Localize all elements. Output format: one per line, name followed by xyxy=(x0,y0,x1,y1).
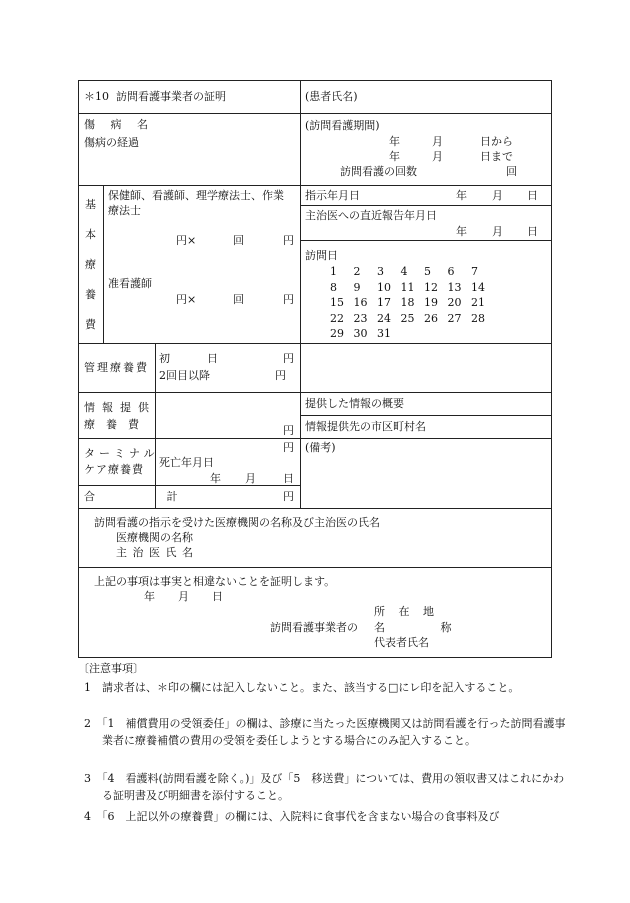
visit-day: 6 xyxy=(447,265,455,278)
basic-fee-label-2: 本 xyxy=(85,228,96,241)
assoc-nurse-yen-x: 円× xyxy=(176,293,197,306)
basic-fee-label-4: 養 xyxy=(85,288,96,301)
report-year: 年 xyxy=(456,225,467,238)
divider xyxy=(300,80,301,508)
visit-day: 8 xyxy=(330,280,337,294)
divider xyxy=(103,185,104,343)
management-second-yen: 円 xyxy=(275,369,286,382)
instruction-date-label: 指示年月日 xyxy=(305,189,360,202)
death-month: 月 xyxy=(245,472,256,485)
info-summary-label: 提供した情報の概要 xyxy=(305,397,404,410)
divider xyxy=(78,508,552,509)
visit-day: 7 xyxy=(471,265,478,278)
divider xyxy=(78,185,552,186)
disease-course-label: 傷病の経過 xyxy=(84,136,139,149)
death-date-label: 死亡年月日 xyxy=(159,456,214,469)
visit-day: 22 xyxy=(330,311,344,325)
divider xyxy=(78,485,300,486)
divider xyxy=(300,438,552,439)
assoc-nurse-kai: 回 xyxy=(233,293,244,306)
visit-day: 12 xyxy=(424,280,438,294)
nurse-kai: 回 xyxy=(233,234,244,247)
instruction-year: 年 xyxy=(456,189,467,202)
basic-fee-label-5: 費 xyxy=(85,318,96,331)
divider xyxy=(300,205,552,206)
certify-statement: 上記の事項は事実と相違ないことを証明します。 xyxy=(94,575,336,588)
terminal-fee-yen: 円 xyxy=(283,441,294,454)
visit-day: 13 xyxy=(447,280,462,294)
remarks-label: (備考) xyxy=(305,441,336,454)
info-fee-label-1: 情報提供 xyxy=(84,401,156,414)
visit-day: 25 xyxy=(400,311,415,325)
info-fee-yen: 円 xyxy=(283,424,294,437)
total-label: 合 計 xyxy=(84,490,212,503)
management-first-label: 初 xyxy=(159,352,170,365)
patient-name-label: (患者氏名) xyxy=(305,90,358,103)
death-day: 日 xyxy=(283,472,294,485)
management-second-label: 2回目以降 xyxy=(159,369,210,382)
divider xyxy=(78,438,300,439)
terminal-fee-label-1: ターミナル xyxy=(84,447,159,460)
instruction-month: 月 xyxy=(492,189,503,202)
visit-day: 23 xyxy=(353,311,368,325)
report-day: 日 xyxy=(527,225,538,238)
form-frame xyxy=(78,80,552,658)
visit-day: 17 xyxy=(377,296,391,309)
basic-fee-label-1: 基 xyxy=(85,198,96,211)
divider xyxy=(300,392,552,393)
divider xyxy=(155,343,156,508)
period-month-to: 月 xyxy=(432,150,443,163)
certify-month: 月 xyxy=(178,590,189,603)
report-date-label: 主治医への直近報告年月日 xyxy=(305,209,437,222)
visit-day: 9 xyxy=(353,280,361,294)
visit-day: 31 xyxy=(377,327,391,340)
period-year-from: 年 xyxy=(389,135,400,148)
info-fee-label-2: 療養費 xyxy=(84,418,150,431)
item-title: 訪問看護事業者の証明 xyxy=(116,90,226,103)
visit-day: 24 xyxy=(377,311,391,325)
terminal-fee-label-2: ケア療養費 xyxy=(84,463,144,476)
visit-day: 30 xyxy=(353,327,368,340)
divider xyxy=(300,415,552,416)
certify-year: 年 xyxy=(144,590,155,603)
visit-day: 11 xyxy=(400,280,415,294)
death-year: 年 xyxy=(210,472,221,485)
certify-day: 日 xyxy=(212,590,223,603)
visits-label: 訪問看護の回数 xyxy=(340,165,417,178)
assoc-nurse-label: 准看護師 xyxy=(108,277,152,290)
visit-day: 15 xyxy=(330,296,344,309)
total-yen: 円 xyxy=(283,490,294,503)
visit-day: 21 xyxy=(471,296,485,309)
note-item: 1 請求者は、＊印の欄には記入しないこと。また、該当する□にレ印を記入すること。 xyxy=(84,681,520,694)
visits-unit: 回 xyxy=(506,165,517,178)
provider-name-label: 名 称 xyxy=(374,621,478,634)
visit-day: 27 xyxy=(447,311,462,325)
visit-day: 2 xyxy=(353,265,361,278)
visit-day: 4 xyxy=(400,265,408,278)
nurse-label-line1: 保健師、看護師、理学療法士、作業 xyxy=(108,189,284,202)
period-to: 日まで xyxy=(480,150,513,163)
visit-day: 18 xyxy=(400,296,415,309)
divider xyxy=(300,240,552,241)
divider xyxy=(78,113,552,114)
period-from: 日から xyxy=(480,135,513,148)
visit-day: 28 xyxy=(471,311,485,325)
visit-day: 3 xyxy=(377,265,384,278)
visit-day: 10 xyxy=(377,280,391,294)
doctor-name-label: 主 治 医 氏 名 xyxy=(116,546,194,559)
institution-name-label: 医療機関の名称 xyxy=(116,531,193,544)
visit-day: 14 xyxy=(471,280,485,294)
assoc-nurse-yen: 円 xyxy=(283,293,294,306)
divider xyxy=(78,343,552,344)
representative-label: 代表者氏名 xyxy=(374,636,429,649)
instruction-day: 日 xyxy=(527,189,538,202)
visit-day: 20 xyxy=(447,296,462,309)
management-first-yen: 円 xyxy=(283,352,294,365)
visit-day: 29 xyxy=(330,327,344,340)
nurse-yen: 円 xyxy=(283,234,294,247)
address-label: 所 在 地 xyxy=(374,605,439,618)
report-month: 月 xyxy=(492,225,503,238)
nurse-yen-x: 円× xyxy=(176,234,197,247)
visit-day: 26 xyxy=(424,311,438,325)
divider xyxy=(78,567,552,568)
visit-day: 1 xyxy=(330,265,337,278)
provider-label: 訪問看護事業者の xyxy=(270,621,358,634)
info-city-label: 情報提供先の市区町村名 xyxy=(305,420,426,433)
basic-fee-label-3: 療 xyxy=(85,258,96,271)
management-first-day: 日 xyxy=(207,352,218,365)
nurse-label-line2: 療法士 xyxy=(108,204,141,217)
disease-name-label: 傷 病 名 xyxy=(84,118,154,131)
visit-days-label: 訪問日 xyxy=(305,249,338,262)
institution-title: 訪問看護の指示を受けた医療機関の名称及び主治医の氏名 xyxy=(94,516,380,529)
visit-day: 5 xyxy=(424,265,431,278)
visit-day: 19 xyxy=(424,296,438,309)
note-item: 4 「6 上記以外の療養費」の欄には、入院料に食事代を含まない場合の食事料及び xyxy=(84,810,500,823)
period-month-from: 月 xyxy=(432,135,443,148)
period-year-to: 年 xyxy=(389,150,400,163)
management-fee-label: 管理療養費 xyxy=(84,361,149,374)
divider xyxy=(78,392,300,393)
period-label: (訪問看護期間) xyxy=(305,119,380,132)
notes-heading: 〔注意事項〕 xyxy=(78,662,144,675)
item-number: ＊10 xyxy=(84,90,109,103)
visit-day: 16 xyxy=(353,296,368,309)
note-item: 3 「4 看護料(訪問看護を除く。)」及び「5 移送費」については、費用の領収書又はこれにかわる証明書及び明細書を添付すること。 xyxy=(84,772,565,802)
note-item: 2 「1 補償費用の受領委任」の欄は、診療に当たった医療機関又は訪問看護を行った訪問看護事業者に療養補償の費用の受領を委任しようとする場合にのみ記入すること。 xyxy=(84,717,566,747)
